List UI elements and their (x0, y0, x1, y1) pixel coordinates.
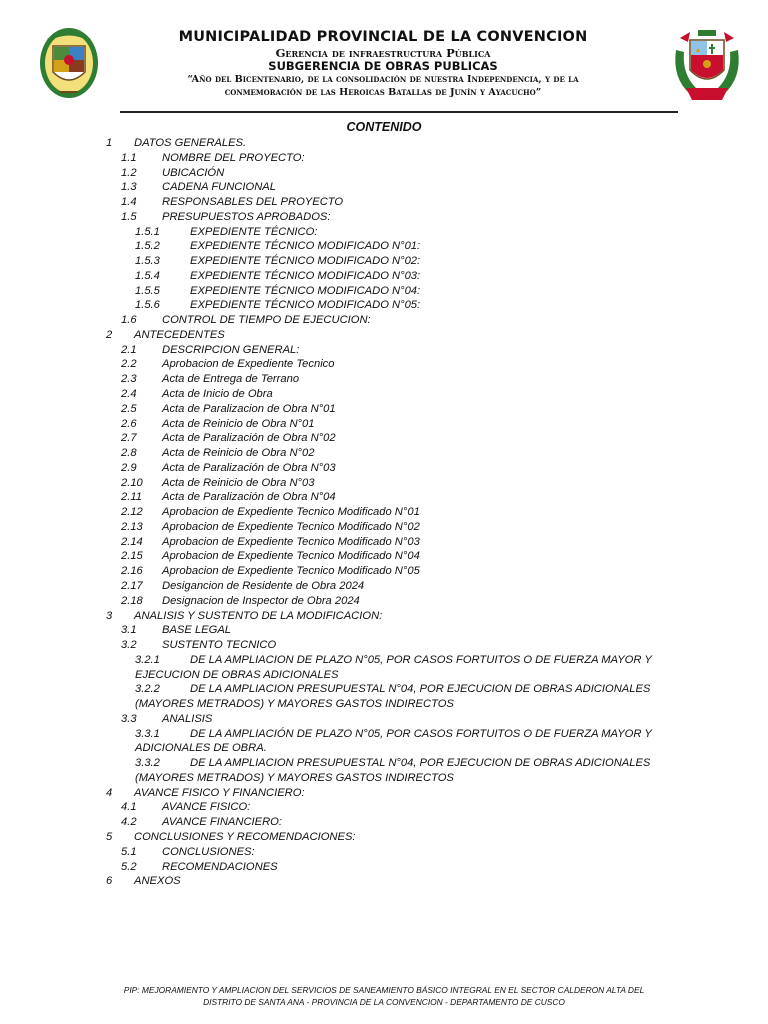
toc-entry (0, 195, 768, 210)
toc-entry (0, 535, 768, 550)
toc-entry-number: 1.5.6 (135, 299, 160, 312)
toc-entry-number: 2.1 (121, 343, 137, 356)
toc-entry (0, 520, 768, 535)
toc-entry (0, 210, 768, 225)
toc-entry (0, 623, 768, 638)
toc-entry-number: 1.5.3 (135, 255, 160, 268)
toc-entry (0, 490, 768, 505)
toc-entry-text: AVANCE FISICO: (162, 801, 251, 814)
toc-entry-text: AVANCE FISICO Y FINANCIERO: (134, 786, 305, 799)
toc-entry (0, 727, 768, 757)
toc-entry-text: Acta de Reinicio de Obra N°02 (162, 447, 315, 460)
toc-entry-text: RESPONSABLES DEL PROYECTO (162, 196, 344, 209)
toc-entry-number: 5.1 (121, 845, 137, 858)
toc-entry-number: 2.18 (121, 594, 143, 607)
toc-entry-text: Acta de Paralización de Obra N°03 (162, 461, 336, 474)
toc-entry-text: Acta de Paralizacion de Obra N°01 (162, 402, 336, 415)
toc-entry-number: 3.3.2 (135, 757, 160, 770)
toc-entry (0, 682, 768, 712)
toc-entry (0, 594, 768, 609)
toc-entry (0, 357, 768, 372)
toc-entry-number: 1 (106, 137, 113, 149)
toc-entry (0, 830, 768, 845)
year-motto-line2: conmemoración de las Heroicas Batallas de Junín y Ayacucho” (224, 87, 542, 98)
toc-entry-number: 2.12 (121, 506, 143, 519)
toc-entry-text: EXPEDIENTE TÉCNICO MODIFICADO N°04: (190, 284, 421, 297)
toc-entry-number: 2.5 (121, 402, 137, 415)
toc-entry-text: ANALISIS (162, 712, 213, 725)
toc-entry-text: Acta de Entrega de Terrano (162, 373, 300, 386)
toc-entry-text: ANEXOS (134, 875, 181, 888)
toc-entry-number: 2.11 (121, 491, 142, 504)
subdepartment-name: SUBGERENCIA DE OBRAS PUBLICAS (268, 59, 498, 73)
toc-entry-text: AVANCE FINANCIERO: (162, 816, 282, 829)
toc-entry-text: DATOS GENERALES. (134, 137, 247, 149)
toc-entry (0, 239, 768, 254)
toc-entry (0, 166, 768, 181)
toc-entry-number: 1.5.2 (135, 240, 160, 253)
toc-entry-number: 2.8 (121, 447, 137, 460)
toc-entry-number: 2.14 (121, 535, 143, 548)
toc-entry (0, 387, 768, 402)
toc-entry-text: DE LA AMPLIACION PRESUPUESTAL N°04, POR EJECUCION DE OBRAS ADICIONALES (190, 757, 651, 770)
toc-entry-number: 3 (106, 609, 113, 622)
toc-entry-continuation: ADICIONALES DE OBRA. (135, 742, 267, 755)
toc-entry-continuation: EJECUCION DE OBRAS ADICIONALES (135, 668, 339, 681)
toc-entry (0, 461, 768, 476)
toc-entry-text: EXPEDIENTE TÉCNICO MODIFICADO N°01: (190, 240, 421, 253)
toc-entry (0, 845, 768, 860)
department-name: Gerencia de infraestructura Pública (275, 46, 491, 60)
toc-entry (0, 372, 768, 387)
toc-entry (0, 786, 768, 801)
toc-entry-text: BASE LEGAL (162, 624, 232, 637)
toc-entry-text: Acta de Reinicio de Obra N°01 (162, 417, 315, 430)
toc-entry (0, 549, 768, 564)
toc-entry (0, 476, 768, 491)
toc-entry (0, 712, 768, 727)
toc-entry-text: Aprobacion de Expediente Tecnico Modificado N°02 (162, 520, 420, 533)
toc-entry-number: 2.2 (121, 358, 137, 371)
toc-entry-number: 1.5.4 (135, 269, 160, 282)
footer-line-2: DISTRITO DE SANTA ANA - PROVINCIA DE LA CONVENCION - DEPARTAMENTO DE CUSCO (203, 997, 565, 1007)
toc-entry-text: Aprobacion de Expediente Tecnico Modificado N°05 (162, 565, 420, 578)
toc-entry (0, 328, 768, 343)
toc-entry-text: Aprobacion de Expediente Tecnico Modificado N°03 (162, 535, 420, 548)
toc-entry-number: 4.2 (121, 816, 137, 829)
toc-entry-number: 1.5.1 (135, 225, 160, 238)
header-text (120, 28, 646, 99)
toc-entry-continuation: (MAYORES METRADOS) Y MAYORES GASTOS INDIRECTOS (135, 698, 454, 711)
toc-entry-number: 1.3 (121, 181, 137, 194)
toc-entry-text: Desigancion de Residente de Obra 2024 (162, 579, 365, 592)
toc-entry-text: PRESUPUESTOS APROBADOS: (162, 210, 331, 223)
toc-entry-text: Acta de Inicio de Obra (162, 388, 273, 401)
toc-entry-number: 1.5 (121, 210, 137, 223)
toc-entry-number: 2.15 (121, 550, 143, 563)
toc-entry-text: RECOMENDACIONES (162, 860, 278, 873)
toc-entry-text: Aprobacion de Expediente Tecnico Modificado N°04 (162, 550, 420, 563)
toc-entry-text: UBICACIÓN (162, 166, 225, 179)
toc-title: CONTENIDO (346, 120, 422, 134)
toc-entry (0, 151, 768, 166)
toc-entry-text: ANALISIS Y SUSTENTO DE LA MODIFICACION: (134, 609, 383, 622)
toc-entry (0, 417, 768, 432)
toc-entry-number: 6 (106, 875, 113, 888)
toc-entry-number: 3.2.1 (135, 653, 160, 666)
year-motto-line1: “Año del Bicentenario, de la consolidación de nuestra Independencia, y de la (187, 74, 579, 85)
toc-entry-text: CONTROL DE TIEMPO DE EJECUCION: (162, 314, 371, 327)
toc-entry-number: 1.2 (121, 166, 137, 179)
toc-entry-continuation: (MAYORES METRADOS) Y MAYORES GASTOS INDIRECTOS (135, 771, 454, 784)
municipality-name: MUNICIPALIDAD PROVINCIAL DE LA CONVENCION (178, 29, 588, 45)
toc-entry (0, 254, 768, 269)
header-rule (120, 111, 678, 113)
toc-entry-text: DESCRIPCION GENERAL: (162, 343, 300, 356)
toc-entry-text: CONCLUSIONES Y RECOMENDACIONES: (134, 830, 356, 843)
toc-entry-number: 5 (106, 830, 113, 843)
toc-entry (0, 284, 768, 299)
toc-entry-text: Acta de Paralización de Obra N°04 (162, 491, 336, 504)
toc-entry-number: 4 (106, 786, 113, 799)
toc-entry (0, 402, 768, 417)
toc-entry-text: Designacion de Inspector de Obra 2024 (162, 594, 360, 607)
toc-entry-text: CADENA FUNCIONAL (162, 181, 276, 194)
toc-entry (0, 800, 768, 815)
peru-coat-of-arms-icon (672, 28, 742, 104)
toc-entry-number: 2.9 (121, 461, 137, 474)
toc-entry (0, 638, 768, 653)
toc-entry (0, 269, 768, 284)
toc-entry-text: EXPEDIENTE TÉCNICO MODIFICADO N°03: (190, 269, 421, 282)
toc-entry (0, 653, 768, 683)
toc-entry (0, 564, 768, 579)
toc-entry (0, 815, 768, 830)
toc-entry-number: 2.3 (121, 373, 137, 386)
toc-entry-text: CONCLUSIONES: (162, 845, 255, 858)
toc-entry (0, 446, 768, 461)
toc-entry-text: Aprobacion de Expediente Tecnico (162, 358, 335, 371)
toc-entry-text: Acta de Reinicio de Obra N°03 (162, 476, 315, 489)
toc-entry-number: 1.6 (121, 314, 137, 327)
toc-entry-number: 3.1 (121, 624, 137, 637)
toc-entry-number: 2.17 (121, 579, 143, 592)
toc-entry-text: DE LA AMPLIACIÓN DE PLAZO N°05, POR CASOS FORTUITOS O DE FUERZA MAYOR Y (190, 727, 652, 740)
table-of-contents (0, 136, 768, 889)
toc-entry-text: EXPEDIENTE TÉCNICO MODIFICADO N°05: (190, 299, 421, 312)
toc-entry-number: 2.10 (121, 476, 143, 489)
toc-entry-number: 1.4 (121, 196, 137, 209)
toc-entry (0, 579, 768, 594)
toc-entry-text: ANTECEDENTES (134, 328, 225, 341)
toc-entry-number: 2.4 (121, 388, 137, 401)
footer-line-1: PIP: MEJORAMIENTO Y AMPLIACION DEL SERVICIOS DE SANEAMIENTO BÁSICO INTEGRAL EN EL SECTOR CALDERON ALTA DEL (123, 985, 645, 995)
toc-entry-text: DE LA AMPLIACION DE PLAZO N°05, POR CASOS FORTUITOS O DE FUERZA MAYOR Y (190, 653, 652, 666)
toc-entry (0, 505, 768, 520)
toc-entry-text: SUSTENTO TECNICO (162, 639, 277, 652)
toc-entry (0, 180, 768, 195)
toc-entry-number: 2.16 (121, 565, 143, 578)
toc-entry-text: NOMBRE DEL PROYECTO: (162, 151, 305, 164)
toc-entry-number: 3.2 (121, 639, 137, 652)
toc-entry-text: Acta de Paralización de Obra N°02 (162, 432, 336, 445)
toc-entry-number: 1.5.5 (135, 284, 160, 297)
toc-entry (0, 343, 768, 358)
document-header (0, 0, 768, 115)
toc-entry-number: 3.3.1 (135, 727, 160, 740)
municipal-shield-icon (38, 26, 100, 100)
toc-entry (0, 874, 768, 889)
toc-entry-number: 4.1 (121, 801, 137, 814)
toc-entry-number: 2.13 (121, 520, 143, 533)
toc-entry-text: DE LA AMPLIACION PRESUPUESTAL N°04, POR EJECUCION DE OBRAS ADICIONALES (190, 683, 651, 696)
toc-entry-number: 5.2 (121, 860, 137, 873)
toc-entry (0, 860, 768, 875)
toc-entry-text: EXPEDIENTE TÉCNICO: (190, 225, 318, 238)
toc-entry-text: EXPEDIENTE TÉCNICO MODIFICADO N°02: (190, 255, 421, 268)
toc-entry-number: 2.7 (121, 432, 137, 445)
toc-entry (0, 313, 768, 328)
document-footer (100, 984, 668, 1008)
toc-entry (0, 298, 768, 313)
toc-entry (0, 609, 768, 624)
toc-entry-number: 2 (106, 328, 113, 341)
toc-entry-number: 3.3 (121, 712, 137, 725)
toc-entry (0, 756, 768, 786)
toc-entry-number: 2.6 (121, 417, 137, 430)
toc-entry-text: Aprobacion de Expediente Tecnico Modificado N°01 (162, 506, 420, 519)
toc-entry-number: 1.1 (121, 151, 137, 164)
toc-entry (0, 136, 768, 151)
toc-entry (0, 225, 768, 240)
toc-entry (0, 431, 768, 446)
toc-entry-number: 3.2.2 (135, 683, 160, 696)
